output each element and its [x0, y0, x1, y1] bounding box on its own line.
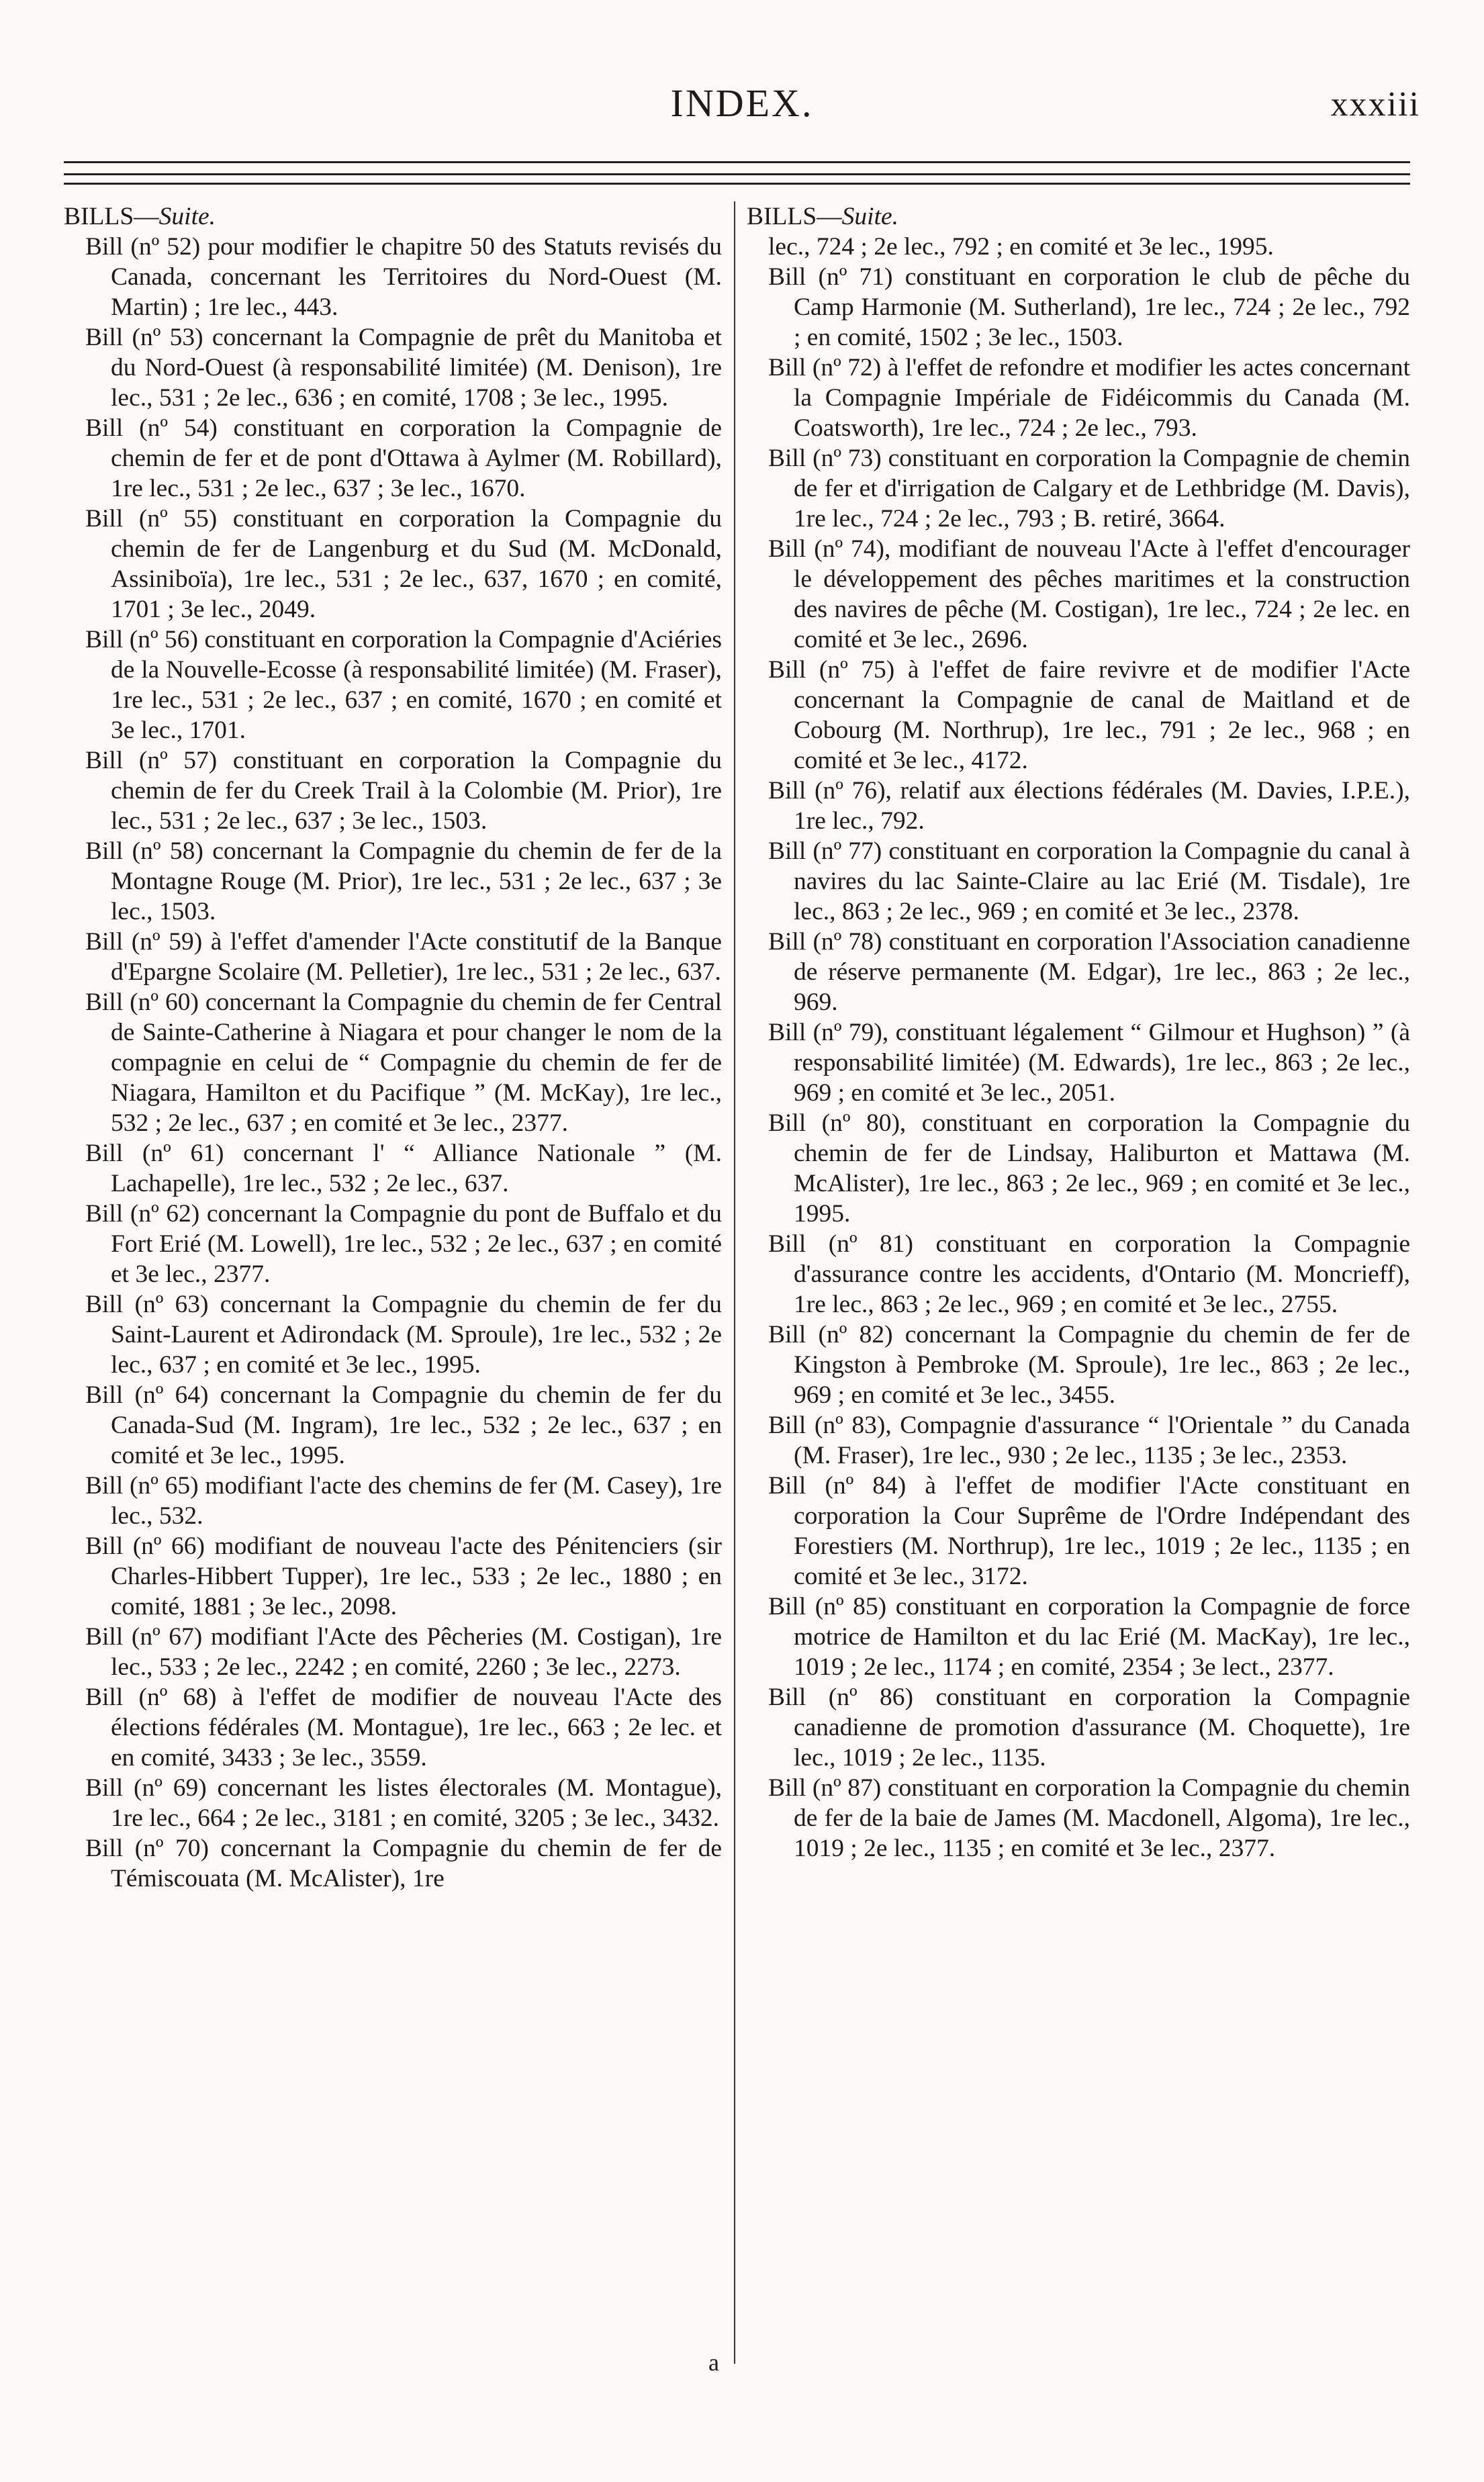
- index-entry: Bill (nº 61) concernant l' “ Alliance Nationale ” (M. Lachapelle), 1re lec., 532 ; 2e lec., 637.: [85, 1140, 722, 1197]
- index-entry: Bill (nº 85) constituant en corporation la Compagnie de force motrice de Hamilton et du lac Erié (M. MacKay), 1re lec., 1019 ; 2e lec., 1174 ; en comité, 2354 ; 3e lect., 2377.: [768, 1593, 1410, 1681]
- index-entry: Bill (nº 69) concernant les listes électorales (M. Montague), 1re lec., 664 ; 2e lec., 3181 ; en comité, 3205 ; 3e lec., 3432.: [85, 1774, 722, 1832]
- index-entry: Bill (nº 84) à l'effet de modifier l'Acte constituant en corporation la Cour Suprême de l'Ordre Indépendant des Forestiers (M. Northrup), 1re lec., 1019 ; 2e lec., 1135 ; en comité et 3e lec., 3172.: [768, 1472, 1410, 1590]
- index-entry: Bill (nº 82) concernant la Compagnie du chemin de fer de Kingston à Pembroke (M. Sproule), 1re lec., 863 ; 2e lec., 969 ; en comité et 3e lec., 3455.: [768, 1321, 1410, 1409]
- index-entry: Bill (nº 73) constituant en corporation la Compagnie de chemin de fer et d'irrigation de Calgary et de Lethbridge (M. Davis), 1re lec., 724 ; 2e lec., 793 ; B. retiré, 3664.: [768, 445, 1410, 533]
- index-entry: Bill (nº 66) modifiant de nouveau l'acte des Pénitenciers (sir Charles-Hibbert Tupper), 1re lec., 533 ; 2e lec., 1880 ; en comité, 1881 ; 3e lec., 2098.: [85, 1532, 722, 1620]
- left-column: [64, 201, 722, 1894]
- index-entry: Bill (nº 60) concernant la Compagnie du chemin de fer Central de Sainte-Catherine à Niagara et pour changer le nom de la compagnie en celui de “ Compagnie du chemin de fer de Niagara, Hamilton et du Pacifique ” (M. McKay), 1re lec., 532 ; 2e lec., 637 ; en comité et 3e lec., 2377.: [85, 989, 722, 1137]
- index-entry: Bill (nº 56) constituant en corporation la Compagnie d'Aciéries de la Nouvelle-Ecosse (à responsabilité limitée) (M. Fraser), 1re lec., 531 ; 2e lec., 637 ; en comité, 1670 ; en comité et 3e lec., 1701.: [85, 626, 722, 744]
- index-entry: Bill (nº 80), constituant en corporation la Compagnie du chemin de fer de Lindsay, Haliburton et Mattawa (M. McAlister), 1re lec., 863 ; 2e lec., 969 ; en comité et 3e lec., 1995.: [768, 1109, 1410, 1228]
- index-entry: Bill (nº 58) concernant la Compagnie du chemin de fer de la Montagne Rouge (M. Prior), 1re lec., 531 ; 2e lec., 637 ; 3e lec., 1503.: [85, 837, 722, 925]
- running-title: INDEX.: [670, 81, 814, 125]
- page-number: xxxiii: [1330, 85, 1420, 124]
- section-heading-continuation: Suite.: [841, 203, 899, 230]
- index-entry: Bill (nº 77) constituant en corporation la Compagnie du canal à navires du lac Sainte-Claire au lac Erié (M. Tisdale), 1re lec., 863 ; 2e lec., 969 ; en comité et 3e lec., 2378.: [768, 837, 1410, 925]
- index-entry: Bill (nº 78) constituant en corporation l'Association canadienne de réserve permanente (M. Edgar), 1re lec., 863 ; 2e lec., 969.: [768, 928, 1410, 1016]
- index-entry: Bill (nº 65) modifiant l'acte des chemins de fer (M. Casey), 1re lec., 532.: [85, 1472, 722, 1530]
- header-rule: [64, 183, 1410, 185]
- index-entry: Bill (nº 74), modifiant de nouveau l'Acte à l'effet d'encourager le développement des pêches maritimes et la construction des navires de pêche (M. Costigan), 1re lec., 724 ; 2e lec. en comité et 3e lec., 2696.: [768, 535, 1410, 653]
- index-entry: Bill (nº 83), Compagnie d'assurance “ l'Orientale ” du Canada (M. Fraser), 1re lec., 930 ; 2e lec., 1135 ; 3e lec., 2353.: [768, 1412, 1410, 1469]
- section-heading-text: BILLS—: [64, 203, 159, 230]
- section-heading-text: BILLS—: [747, 203, 842, 230]
- index-entry: Bill (nº 87) constituant en corporation la Compagnie du chemin de fer de la baie de James (M. Macdonell, Algoma), 1re lec., 1019 ; 2e lec., 1135 ; en comité et 3e lec., 2377.: [768, 1774, 1410, 1862]
- index-entry: Bill (nº 86) constituant en corporation la Compagnie canadienne de promotion d'assurance (M. Choquette), 1re lec., 1019 ; 2e lec., 1135.: [768, 1684, 1410, 1772]
- index-entry: Bill (nº 59) à l'effet d'amender l'Acte constitutif de la Banque d'Epargne Scolaire (M. Pelletier), 1re lec., 531 ; 2e lec., 637.: [85, 928, 722, 986]
- index-entry: lec., 724 ; 2e lec., 792 ; en comité et 3e lec., 1995.: [768, 233, 1274, 261]
- section-heading: [747, 201, 1410, 232]
- index-entry: Bill (nº 54) constituant en corporation la Compagnie de chemin de fer et de pont d'Ottawa à Aylmer (M. Robillard), 1re lec., 531 ; 2e lec., 637 ; 3e lec., 1670.: [85, 414, 722, 502]
- index-entry: Bill (nº 75) à l'effet de faire revivre et de modifier l'Acte concernant la Compagnie de canal de Maitland et de Cobourg (M. Northrup), 1re lec., 791 ; 2e lec., 968 ; en comité et 3e lec., 4172.: [768, 656, 1410, 774]
- section-heading: [64, 201, 722, 232]
- index-entry: Bill (nº 67) modifiant l'Acte des Pêcheries (M. Costigan), 1re lec., 533 ; 2e lec., 2242 ; en comité, 2260 ; 3e lec., 2273.: [85, 1623, 722, 1681]
- index-entry: Bill (nº 72) à l'effet de refondre et modifier les actes concernant la Compagnie Impériale de Fidéicommis du Canada (M. Coatsworth), 1re lec., 724 ; 2e lec., 793.: [768, 354, 1410, 442]
- right-column: [747, 201, 1410, 1864]
- signature-mark: a: [708, 2349, 719, 2376]
- index-entry: Bill (nº 64) concernant la Compagnie du chemin de fer du Canada-Sud (M. Ingram), 1re lec., 532 ; 2e lec., 637 ; en comité et 3e lec., 1995.: [85, 1381, 722, 1469]
- index-entry: Bill (nº 81) constituant en corporation la Compagnie d'assurance contre les accidents, d'Ontario (M. Moncrieff), 1re lec., 863 ; 2e lec., 969 ; en comité et 3e lec., 2755.: [768, 1230, 1410, 1318]
- header-rule: [64, 173, 1410, 175]
- index-entry: Bill (nº 70) concernant la Compagnie du chemin de fer de Témiscouata (M. McAlister), 1re: [85, 1835, 722, 1892]
- index-entry: Bill (nº 53) concernant la Compagnie de prêt du Manitoba et du Nord-Ouest (à responsabilité limitée) (M. Denison), 1re lec., 531 ; 2e lec., 636 ; en comité, 1708 ; 3e lec., 1995.: [85, 324, 722, 412]
- section-heading-continuation: Suite.: [158, 203, 216, 230]
- column-divider: [734, 201, 735, 2364]
- index-entry: Bill (nº 52) pour modifier le chapitre 50 des Statuts revisés du Canada, concernant les Territoires du Nord-Ouest (M. Martin) ; 1re lec., 443.: [85, 233, 722, 321]
- index-entry: Bill (nº 63) concernant la Compagnie du chemin de fer du Saint-Laurent et Adirondack (M. Sproule), 1re lec., 532 ; 2e lec., 637 ; en comité et 3e lec., 1995.: [85, 1291, 722, 1379]
- index-entry: Bill (nº 62) concernant la Compagnie du pont de Buffalo et du Fort Erié (M. Lowell), 1re lec., 532 ; 2e lec., 637 ; en comité et 3e lec., 2377.: [85, 1200, 722, 1288]
- index-entry: Bill (nº 79), constituant légalement “ Gilmour et Hughson) ” (à responsabilité limitée) (M. Edwards), 1re lec., 863 ; 2e lec., 969 ; en comité et 3e lec., 2051.: [768, 1019, 1410, 1107]
- index-entry: Bill (nº 76), relatif aux élections fédérales (M. Davies, I.P.E.), 1re lec., 792.: [768, 777, 1410, 835]
- index-entry: Bill (nº 55) constituant en corporation la Compagnie du chemin de fer de Langenburg et du Sud (M. McDonald, Assiniboïa), 1re lec., 531 ; 2e lec., 637, 1670 ; en comité, 1701 ; 3e lec., 2049.: [85, 505, 722, 623]
- index-entry: Bill (nº 57) constituant en corporation la Compagnie du chemin de fer du Creek Trail à la Colombie (M. Prior), 1re lec., 531 ; 2e lec., 637 ; 3e lec., 1503.: [85, 747, 722, 835]
- index-entry: Bill (nº 71) constituant en corporation le club de pêche du Camp Harmonie (M. Sutherland), 1re lec., 724 ; 2e lec., 792 ; en comité, 1502 ; 3e lec., 1503.: [768, 263, 1410, 351]
- page-header: [0, 81, 1484, 141]
- header-rule: [64, 161, 1410, 163]
- index-entry: Bill (nº 68) à l'effet de modifier de nouveau l'Acte des élections fédérales (M. Montague), 1re lec., 663 ; 2e lec. et en comité, 3433 ; 3e lec., 3559.: [85, 1684, 722, 1772]
